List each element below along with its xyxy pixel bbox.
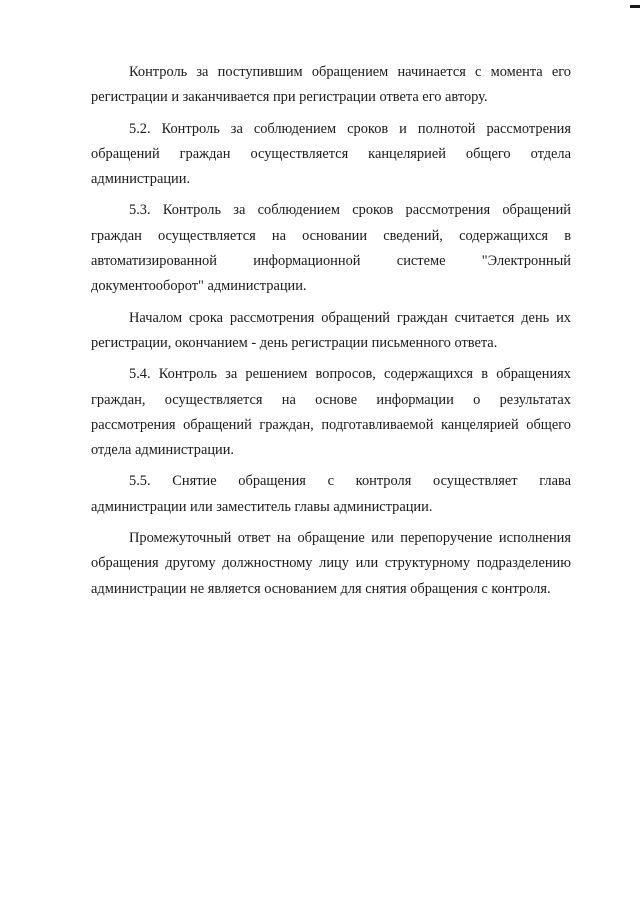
paragraph-line: 5.2. Контроль за соблюдением сроков и полнотой рассмотрения [129, 120, 571, 137]
paragraph-line: администрации. [91, 171, 191, 188]
paragraph-line: обращения другому должностному лицу или структурному подразделению [91, 555, 571, 572]
paragraph-line: 5.3. Контроль за соблюдением сроков рассмотрения обращений [129, 202, 571, 219]
paragraph-line: отдела администрации. [91, 442, 235, 459]
paragraph-line: Началом срока рассмотрения обращений граждан считается день их [129, 309, 571, 326]
paragraph-line: граждан, осуществляется на основе информации о результатах [91, 391, 571, 408]
paragraph-5-3 [91, 198, 571, 299]
paragraph-line: регистрации и заканчивается при регистрации ответа его автору. [91, 89, 488, 106]
paragraph-line: обращений граждан осуществляется канцелярией общего отдела [91, 145, 571, 162]
paragraph-line: Промежуточный ответ на обращение или перепоручение исполнения [129, 530, 571, 547]
paragraph-line: 5.4. Контроль за решением вопросов, содержащихся в обращениях [129, 366, 571, 383]
paragraph-term-start [91, 306, 571, 357]
paragraph-line: 5.5. Снятие обращения с контроля осуществляет глава [129, 473, 571, 490]
paragraph-line: граждан осуществляется на основании сведений, содержащихся в [91, 227, 571, 244]
paragraph-line: администрации или заместитель главы администрации. [91, 498, 433, 515]
paragraph-line: регистрации, окончанием - день регистрации письменного ответа. [91, 334, 498, 351]
paragraph-line: Контроль за поступившим обращением начинается с момента его [129, 64, 571, 80]
paragraph-line: документооборот" администрации. [91, 278, 307, 295]
paragraph-interim-answer [91, 526, 571, 602]
paragraph-5-4 [91, 362, 571, 463]
document-body [91, 60, 571, 608]
paragraph-5-5 [91, 469, 571, 520]
paragraph-control-start [91, 60, 571, 111]
scan-edge-mark [630, 5, 640, 8]
paragraph-5-2 [91, 117, 571, 193]
paragraph-line: рассмотрения обращений граждан, подготавливаемой канцелярией общего [91, 416, 571, 433]
paragraph-line: администрации не является основанием для снятия обращения с контроля. [91, 580, 551, 597]
paragraph-line: автоматизированной информационной системе "Электронный [91, 253, 571, 270]
